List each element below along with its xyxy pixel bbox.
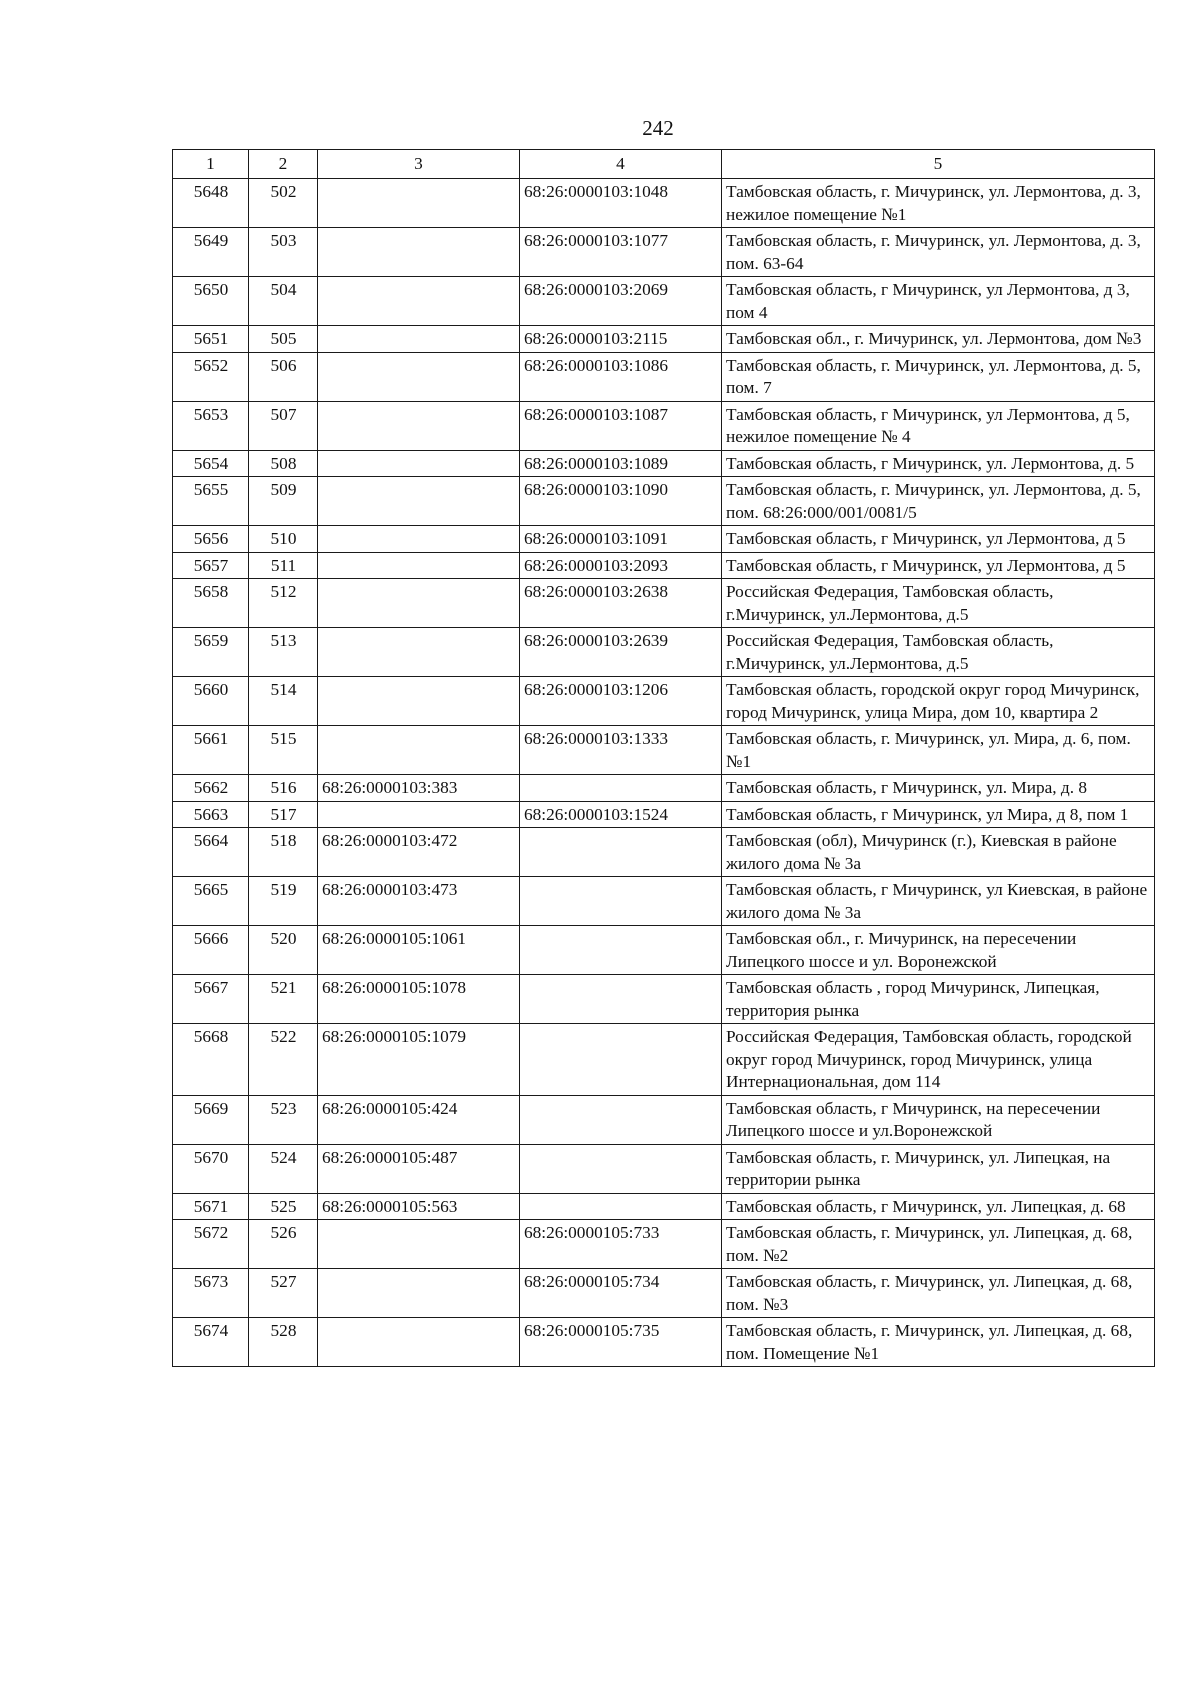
land-cadastral-cell: [318, 228, 520, 277]
premises-cadastral-cell: 68:26:0000105:734: [520, 1269, 722, 1318]
row-number-cell: 5654: [173, 450, 249, 477]
table-row: [173, 726, 1155, 775]
address-cell: Тамбовская область , город Мичуринск, Липецкая, территория рынка: [722, 975, 1155, 1024]
land-cadastral-cell: [318, 477, 520, 526]
row-number-cell: 5668: [173, 1024, 249, 1096]
index-cell: 502: [249, 179, 318, 228]
row-number-cell: 5669: [173, 1095, 249, 1144]
row-number-cell: 5661: [173, 726, 249, 775]
index-cell: 520: [249, 926, 318, 975]
table-row: [173, 450, 1155, 477]
address-cell: Тамбовская область, г Мичуринск, ул Киевская, в районе жилого дома № 3а: [722, 877, 1155, 926]
address-cell: Тамбовская область, г Мичуринск, ул. Мира, д. 8: [722, 775, 1155, 802]
premises-cadastral-cell: 68:26:0000103:2639: [520, 628, 722, 677]
index-cell: 504: [249, 277, 318, 326]
land-cadastral-cell: 68:26:0000105:487: [318, 1144, 520, 1193]
index-cell: 519: [249, 877, 318, 926]
index-cell: 505: [249, 326, 318, 353]
table-row: [173, 975, 1155, 1024]
table-row: [173, 179, 1155, 228]
premises-cadastral-cell: 68:26:0000103:2093: [520, 552, 722, 579]
premises-cadastral-cell: 68:26:0000103:1086: [520, 352, 722, 401]
address-cell: Тамбовская область, г. Мичуринск, ул. Липецкая, д. 68, пом. Помещение №1: [722, 1318, 1155, 1367]
address-cell: Тамбовская область, г Мичуринск, ул Мира, д 8, пом 1: [722, 801, 1155, 828]
address-cell: Тамбовская область, г Мичуринск, ул Лермонтова, д 5, нежилое помещение № 4: [722, 401, 1155, 450]
premises-cadastral-cell: 68:26:0000103:2069: [520, 277, 722, 326]
row-number-cell: 5649: [173, 228, 249, 277]
land-cadastral-cell: [318, 450, 520, 477]
row-number-cell: 5667: [173, 975, 249, 1024]
land-cadastral-cell: 68:26:0000103:473: [318, 877, 520, 926]
address-cell: Тамбовская область, городской округ город Мичуринск, город Мичуринск, улица Мира, дом 10, квартира 2: [722, 677, 1155, 726]
land-cadastral-cell: [318, 628, 520, 677]
premises-cadastral-cell: 68:26:0000105:735: [520, 1318, 722, 1367]
premises-cadastral-cell: 68:26:0000103:1524: [520, 801, 722, 828]
land-cadastral-cell: [318, 526, 520, 553]
premises-cadastral-cell: 68:26:0000103:1091: [520, 526, 722, 553]
land-cadastral-cell: [318, 179, 520, 228]
index-cell: 527: [249, 1269, 318, 1318]
land-cadastral-cell: [318, 277, 520, 326]
table-row: [173, 828, 1155, 877]
index-cell: 528: [249, 1318, 318, 1367]
row-number-cell: 5663: [173, 801, 249, 828]
index-cell: 512: [249, 579, 318, 628]
index-cell: 503: [249, 228, 318, 277]
index-cell: 510: [249, 526, 318, 553]
table-row: [173, 552, 1155, 579]
column-header-5: 5: [722, 150, 1155, 179]
land-cadastral-cell: [318, 326, 520, 353]
row-number-cell: 5672: [173, 1220, 249, 1269]
land-cadastral-cell: 68:26:0000103:472: [318, 828, 520, 877]
premises-cadastral-cell: [520, 1144, 722, 1193]
land-cadastral-cell: [318, 552, 520, 579]
table-row: [173, 877, 1155, 926]
table-row: [173, 526, 1155, 553]
premises-cadastral-cell: 68:26:0000105:733: [520, 1220, 722, 1269]
index-cell: 525: [249, 1193, 318, 1220]
row-number-cell: 5671: [173, 1193, 249, 1220]
row-number-cell: 5656: [173, 526, 249, 553]
land-cadastral-cell: [318, 1318, 520, 1367]
address-cell: Тамбовская область, г. Мичуринск, ул. Мира, д. 6, пом. №1: [722, 726, 1155, 775]
premises-cadastral-cell: 68:26:0000103:1087: [520, 401, 722, 450]
row-number-cell: 5662: [173, 775, 249, 802]
premises-cadastral-cell: 68:26:0000103:1333: [520, 726, 722, 775]
index-cell: 514: [249, 677, 318, 726]
table-row: [173, 801, 1155, 828]
address-cell: Тамбовская область, г. Мичуринск, ул. Лермонтова, д. 5, пом. 68:26:000/001/0081/5: [722, 477, 1155, 526]
row-number-cell: 5651: [173, 326, 249, 353]
land-cadastral-cell: 68:26:0000105:1061: [318, 926, 520, 975]
premises-cadastral-cell: 68:26:0000103:1077: [520, 228, 722, 277]
land-cadastral-cell: 68:26:0000105:1079: [318, 1024, 520, 1096]
table-row: [173, 1144, 1155, 1193]
table-row: [173, 628, 1155, 677]
premises-cadastral-cell: [520, 828, 722, 877]
row-number-cell: 5665: [173, 877, 249, 926]
premises-cadastral-cell: [520, 1024, 722, 1096]
address-cell: Тамбовская область, г Мичуринск, ул. Липецкая, д. 68: [722, 1193, 1155, 1220]
address-cell: Тамбовская обл., г. Мичуринск, на пересечении Липецкого шоссе и ул. Воронежской: [722, 926, 1155, 975]
table-row: [173, 1220, 1155, 1269]
land-cadastral-cell: [318, 1220, 520, 1269]
land-cadastral-cell: [318, 579, 520, 628]
address-cell: Тамбовская область, г. Мичуринск, ул. Липецкая, д. 68, пом. №3: [722, 1269, 1155, 1318]
land-cadastral-cell: [318, 801, 520, 828]
table-row: [173, 477, 1155, 526]
premises-cadastral-cell: 68:26:0000103:1090: [520, 477, 722, 526]
land-cadastral-cell: [318, 677, 520, 726]
row-number-cell: 5670: [173, 1144, 249, 1193]
index-cell: 522: [249, 1024, 318, 1096]
premises-cadastral-cell: 68:26:0000103:2638: [520, 579, 722, 628]
index-cell: 513: [249, 628, 318, 677]
row-number-cell: 5657: [173, 552, 249, 579]
row-number-cell: 5660: [173, 677, 249, 726]
land-cadastral-cell: 68:26:0000105:563: [318, 1193, 520, 1220]
land-cadastral-cell: [318, 726, 520, 775]
table-row: [173, 775, 1155, 802]
address-cell: Тамбовская область, г Мичуринск, ул Лермонтова, д 5: [722, 552, 1155, 579]
address-cell: Тамбовская область, г. Мичуринск, ул. Лермонтова, д. 3, нежилое помещение №1: [722, 179, 1155, 228]
address-cell: Тамбовская область, г Мичуринск, ул Лермонтова, д 3, пом 4: [722, 277, 1155, 326]
table-row: [173, 228, 1155, 277]
row-number-cell: 5674: [173, 1318, 249, 1367]
address-cell: Российская Федерация, Тамбовская область, г.Мичуринск, ул.Лермонтова, д.5: [722, 579, 1155, 628]
table-row: [173, 1024, 1155, 1096]
row-number-cell: 5666: [173, 926, 249, 975]
premises-cadastral-cell: 68:26:0000103:1206: [520, 677, 722, 726]
address-cell: Тамбовская область, г Мичуринск, ул Лермонтова, д 5: [722, 526, 1155, 553]
table-row: [173, 1095, 1155, 1144]
premises-cadastral-cell: [520, 1193, 722, 1220]
premises-cadastral-cell: [520, 1095, 722, 1144]
index-cell: 508: [249, 450, 318, 477]
index-cell: 523: [249, 1095, 318, 1144]
index-cell: 526: [249, 1220, 318, 1269]
land-cadastral-cell: 68:26:0000105:1078: [318, 975, 520, 1024]
premises-cadastral-cell: [520, 775, 722, 802]
index-cell: 511: [249, 552, 318, 579]
land-cadastral-cell: 68:26:0000103:383: [318, 775, 520, 802]
index-cell: 516: [249, 775, 318, 802]
index-cell: 506: [249, 352, 318, 401]
table-body: [173, 179, 1155, 1367]
land-cadastral-cell: 68:26:0000105:424: [318, 1095, 520, 1144]
premises-cadastral-cell: [520, 975, 722, 1024]
row-number-cell: 5652: [173, 352, 249, 401]
address-cell: Тамбовская обл., г. Мичуринск, ул. Лермонтова, дом №3: [722, 326, 1155, 353]
table-row: [173, 1318, 1155, 1367]
row-number-cell: 5664: [173, 828, 249, 877]
row-number-cell: 5673: [173, 1269, 249, 1318]
premises-cadastral-cell: 68:26:0000103:1048: [520, 179, 722, 228]
address-cell: Тамбовская область, г. Мичуринск, ул. Липецкая, на территории рынка: [722, 1144, 1155, 1193]
index-cell: 517: [249, 801, 318, 828]
address-cell: Тамбовская (обл), Мичуринск (г.), Киевская в районе жилого дома № 3а: [722, 828, 1155, 877]
address-cell: Российская Федерация, Тамбовская область, г.Мичуринск, ул.Лермонтова, д.5: [722, 628, 1155, 677]
row-number-cell: 5658: [173, 579, 249, 628]
column-header-1: 1: [173, 150, 249, 179]
land-cadastral-cell: [318, 1269, 520, 1318]
column-header-3: 3: [318, 150, 520, 179]
land-cadastral-cell: [318, 352, 520, 401]
page-number: 242: [642, 116, 674, 140]
column-header-2: 2: [249, 150, 318, 179]
address-cell: Тамбовская область, г Мичуринск, на пересечении Липецкого шоссе и ул.Воронежской: [722, 1095, 1155, 1144]
address-cell: Тамбовская область, г. Мичуринск, ул. Лермонтова, д. 3, пом. 63-64: [722, 228, 1155, 277]
table-row: [173, 352, 1155, 401]
column-header-4: 4: [520, 150, 722, 179]
premises-cadastral-cell: [520, 877, 722, 926]
premises-cadastral-cell: 68:26:0000103:1089: [520, 450, 722, 477]
address-cell: Тамбовская область, г. Мичуринск, ул. Липецкая, д. 68, пом. №2: [722, 1220, 1155, 1269]
row-number-cell: 5648: [173, 179, 249, 228]
index-cell: 524: [249, 1144, 318, 1193]
row-number-cell: 5659: [173, 628, 249, 677]
premises-cadastral-cell: [520, 926, 722, 975]
index-cell: 507: [249, 401, 318, 450]
index-cell: 518: [249, 828, 318, 877]
table-row: [173, 326, 1155, 353]
index-cell: 521: [249, 975, 318, 1024]
table-row: [173, 401, 1155, 450]
address-cell: Российская Федерация, Тамбовская область, городской округ город Мичуринск, город Мичуринск, улица Интернациональная, дом 114: [722, 1024, 1155, 1096]
premises-cadastral-cell: 68:26:0000103:2115: [520, 326, 722, 353]
table-row: [173, 677, 1155, 726]
table-header-row: [173, 150, 1155, 179]
address-cell: Тамбовская область, г Мичуринск, ул. Лермонтова, д. 5: [722, 450, 1155, 477]
row-number-cell: 5653: [173, 401, 249, 450]
row-number-cell: 5650: [173, 277, 249, 326]
land-cadastral-cell: [318, 401, 520, 450]
index-cell: 515: [249, 726, 318, 775]
table-row: [173, 277, 1155, 326]
row-number-cell: 5655: [173, 477, 249, 526]
table-row: [173, 1193, 1155, 1220]
address-cell: Тамбовская область, г. Мичуринск, ул. Лермонтова, д. 5, пом. 7: [722, 352, 1155, 401]
table-row: [173, 1269, 1155, 1318]
index-cell: 509: [249, 477, 318, 526]
property-registry-table: [172, 149, 1155, 1367]
table-row: [173, 579, 1155, 628]
table-row: [173, 926, 1155, 975]
